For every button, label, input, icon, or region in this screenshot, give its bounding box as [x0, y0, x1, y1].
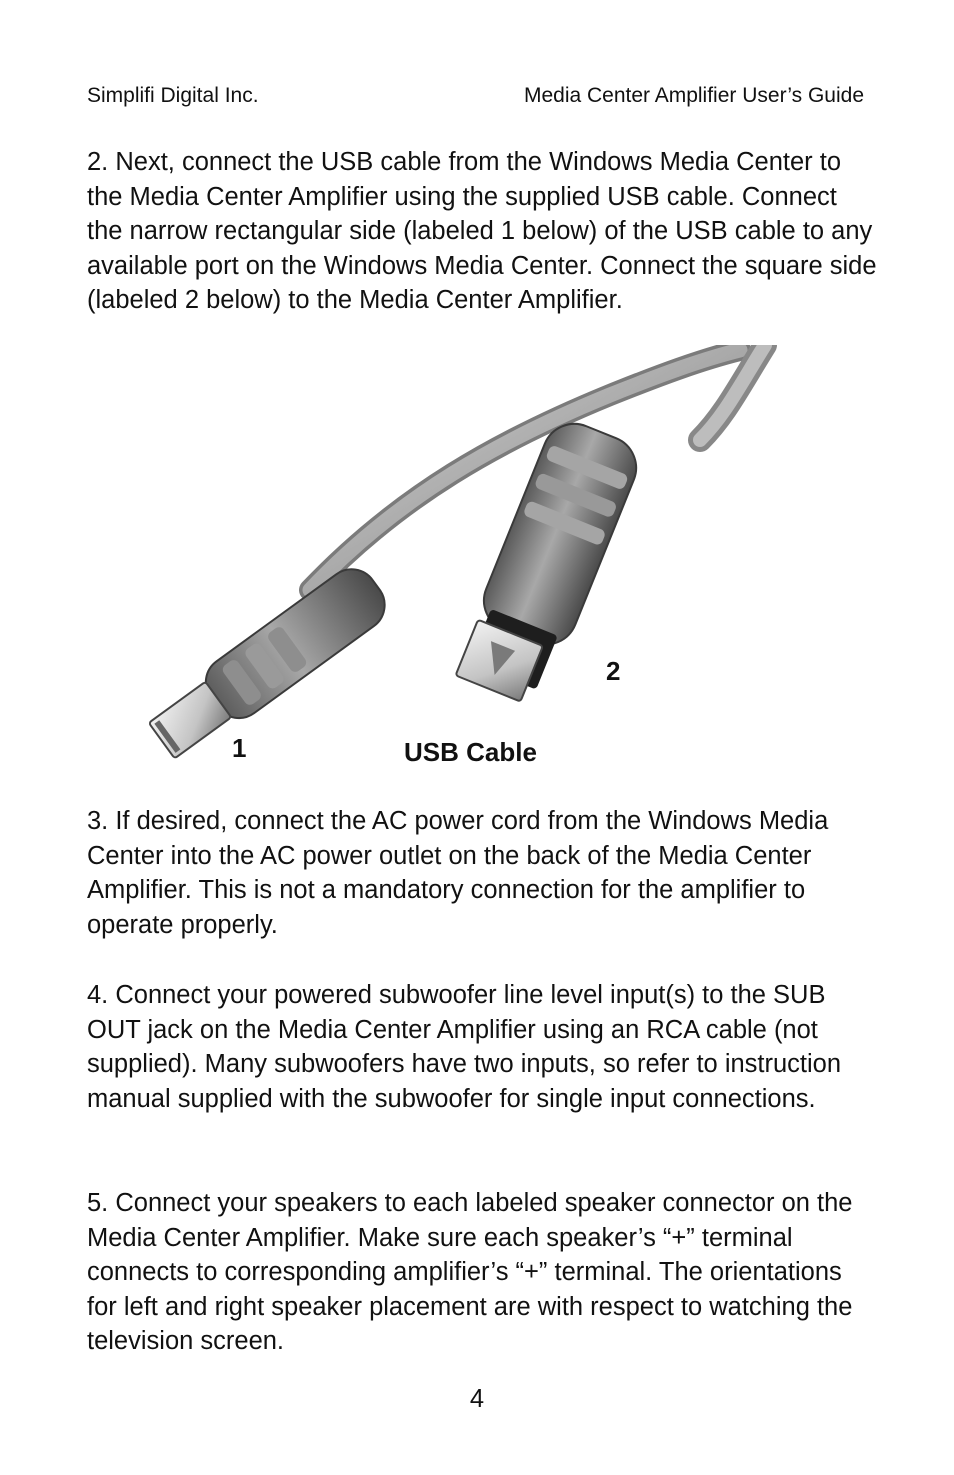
usb-cable-photo	[140, 345, 780, 765]
step-4-paragraph: 4. Connect your powered subwoofer line level input(s) to the SUB OUT jack on the Media Center Amplifier using an RCA cable (not supplied). Many subwoofers have two inputs, so refer to instruction manual supplied with the subwoofer for single input connections.	[87, 981, 842, 1113]
header-guide-title: Media Center Amplifier User’s Guide	[523, 84, 864, 107]
step-5-paragraph: 5. Connect your speakers to each labeled speaker connector on the Media Center Amplifier. Make sure each speaker’s “+” terminal connects to corresponding amplifier’s “+” terminal. The orientations for left and right speaker placement are with respect to watching the television screen.	[87, 1189, 853, 1356]
step-3-paragraph: 3. If desired, connect the AC power cord from the Windows Media Center into the AC power outlet on the back of the Media Center Amplifier. This is not a mandatory connection for the amplifier to operate properly.	[87, 807, 829, 939]
step-2-paragraph: 2. Next, connect the USB cable from the Windows Media Center to the Media Center Amplifier using the supplied USB cable. Connect the narrow rectangular side (labeled 1 below) of the USB cable to any available port on the Windows Media Center. Connect the square side (labeled 2 below) to the Media Center Amplifier.	[87, 148, 877, 315]
figure-label-2: 2	[606, 656, 621, 686]
figure-caption: USB Cable	[404, 737, 537, 767]
figure-label-1: 1	[232, 733, 247, 763]
page-number: 4	[469, 1385, 485, 1413]
header-company: Simplifi Digital Inc.	[87, 84, 259, 107]
usb-cable-illustration	[140, 345, 780, 765]
